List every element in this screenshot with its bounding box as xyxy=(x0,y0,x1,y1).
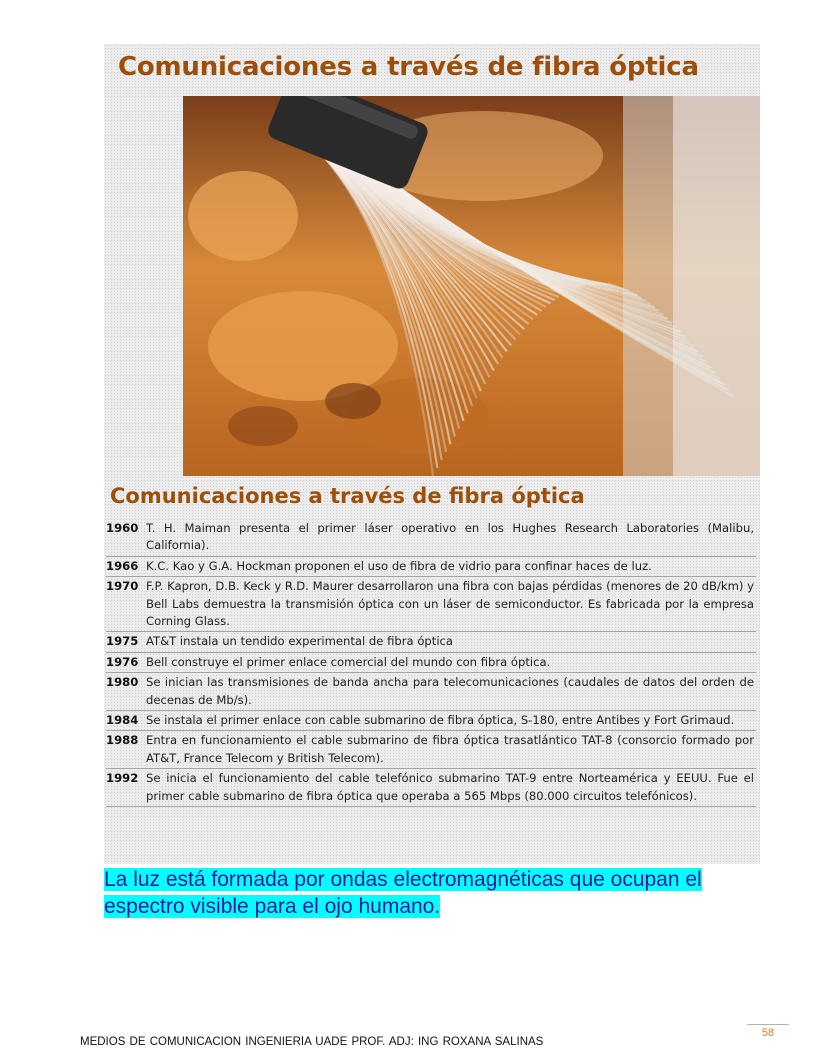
timeline-row xyxy=(106,769,756,807)
timeline-year: 1960 xyxy=(106,521,139,535)
timeline-row xyxy=(106,731,756,769)
timeline-row xyxy=(106,557,756,577)
page-number: 58 xyxy=(747,1024,789,1039)
timeline-row xyxy=(106,519,756,557)
timeline-text: AT&T instala un tendido experimental de fibra óptica xyxy=(146,634,454,649)
slide xyxy=(104,44,760,864)
timeline-year: 1988 xyxy=(106,733,139,748)
timeline-text: Se inician las transmisiones de banda ancha para telecomunicaciones (caudales de datos del orden de decenas de Mb/s). xyxy=(146,675,754,707)
timeline-text: F.P. Kapron, D.B. Keck y R.D. Maurer desarrollaron una fibra con bajas pérdidas (menores de 20 dB/km) y Bell Labs demuestra la transmisión óptica con un láser de semiconductor. Es fabricada por la empresa Corning Glass. xyxy=(146,579,754,629)
timeline-row xyxy=(106,673,756,711)
timeline-text: Se inicia el funcionamiento del cable telefónico submarino TAT-9 entre Norteamérica y EEUU. Fue el primer cable submarino de fibra óptica que operaba a 565 Mbps (80.000 circuitos telefónicos). xyxy=(146,771,754,803)
caption-text: La luz está formada por ondas electromagnéticas que ocupan el espectro visible para el ojo humano. xyxy=(104,868,702,918)
timeline-row xyxy=(106,577,756,632)
timeline-year: 1992 xyxy=(106,771,139,786)
slide-title: Comunicaciones a través de fibra óptica xyxy=(118,52,699,82)
timeline-text: Bell construye el primer enlace comercial del mundo con fibra óptica. xyxy=(146,654,551,669)
timeline-text: T. H. Maiman presenta el primer láser operativo en los Hughes Research Laboratories (Malibu, California). xyxy=(146,521,754,553)
timeline-text: Se instala el primer enlace con cable submarino de fibra óptica, S-180, entre Antibes y Fort Grimaud. xyxy=(146,713,735,728)
timeline-row xyxy=(106,653,756,673)
timeline-table xyxy=(106,519,756,807)
timeline-year: 1975 xyxy=(106,634,139,649)
timeline-text: K.C. Kao y G.A. Hockman proponen el uso de fibra de vidrio para confinar haces de luz. xyxy=(146,558,652,573)
timeline-year: 1984 xyxy=(106,713,139,728)
footer: MEDIOS DE COMUNICACIÓN INGENIERIA UADE PROF. ADJ: ING ROXANA SALINAS xyxy=(80,1036,544,1048)
timeline-year: 1966 xyxy=(106,558,139,573)
timeline-row xyxy=(106,632,756,652)
timeline-year: 1970 xyxy=(106,579,139,594)
timeline-row xyxy=(106,711,756,731)
section-title: Comunicaciones a través de fibra óptica xyxy=(110,484,585,508)
fiber-optic-photo xyxy=(183,96,760,476)
timeline-year: 1980 xyxy=(106,675,139,690)
timeline-text: Entra en funcionamiento el cable submarino de fibra óptica trasatlántico TAT-8 (consorcio formado por AT&T, France Telecom y British Telecom). xyxy=(146,733,754,765)
timeline-year: 1976 xyxy=(106,654,139,669)
caption xyxy=(104,866,749,920)
